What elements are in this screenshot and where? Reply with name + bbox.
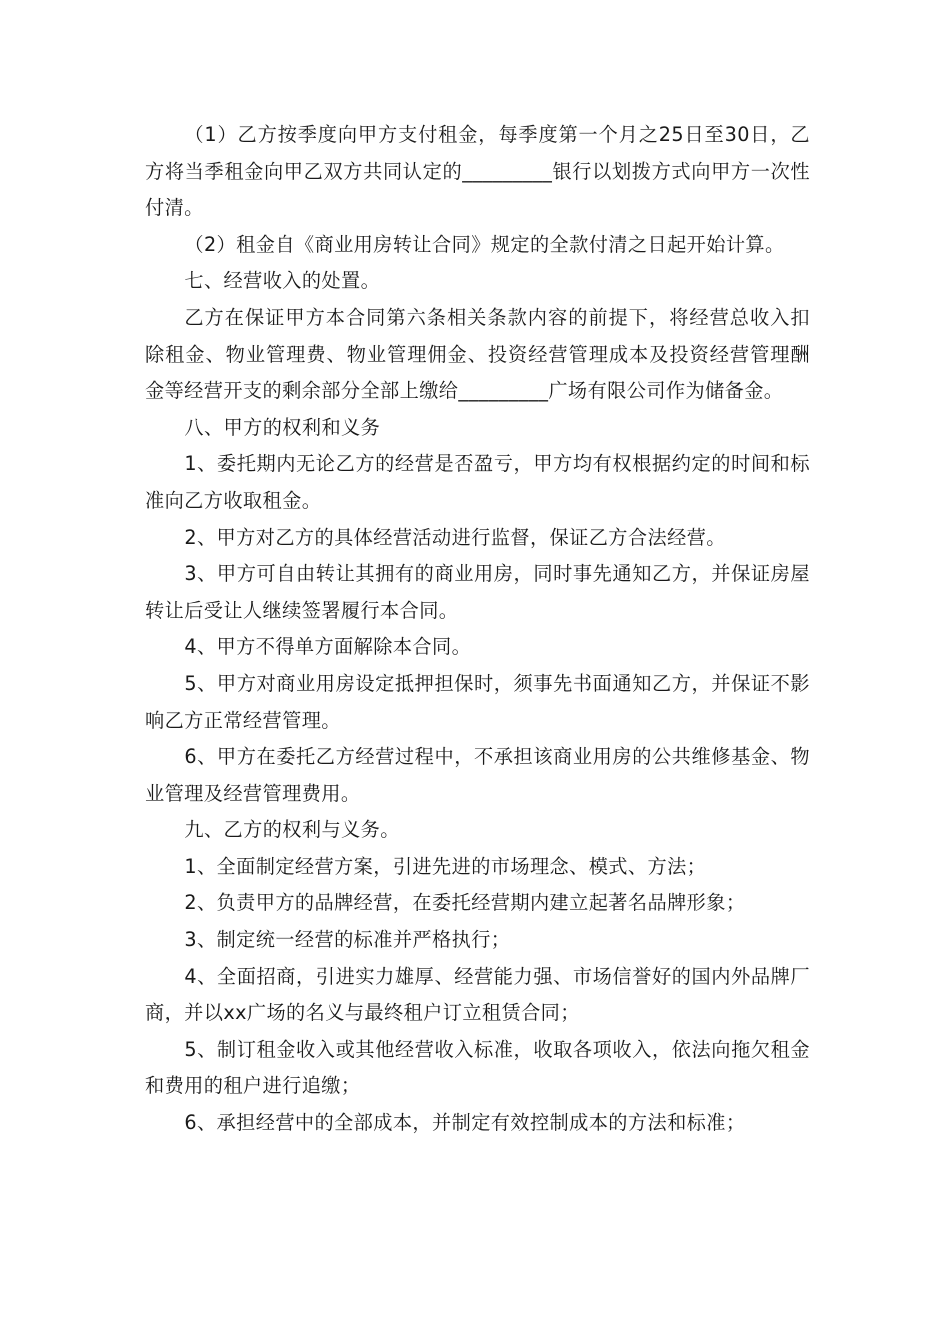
clause-party-b-1: 1、全面制定经营方案，引进先进的市场理念、模式、方法；	[184, 854, 707, 878]
section-heading-8: 八、甲方的权利和义务	[184, 415, 381, 439]
section-heading-7: 七、经营收入的处置。	[184, 269, 381, 293]
clause-party-a-6: 6、甲方在委托乙方经营过程中，不承担该商业用房的公共维修基金、物业管理及经营管理费用。	[145, 745, 810, 805]
document-body	[145, 117, 810, 1142]
clause-party-a-4: 4、甲方不得单方面解除本合同。	[184, 635, 472, 659]
section-heading-9: 九、乙方的权利与义务。	[184, 818, 400, 842]
clause-party-b-2: 2、负责甲方的品牌经营，在委托经营期内建立起著名品牌形象；	[184, 891, 746, 915]
clause-party-a-1: 1、委托期内无论乙方的经营是否盈亏，甲方均有权根据约定的时间和标准向乙方收取租金。	[145, 452, 810, 512]
paragraph-rent-payment-1: （1）乙方按季度向甲方支付租金，每季度第一个月之25日至30日，乙方将当季租金向甲乙双方共同认定的_________银行以划拨方式向甲方一次性付清。	[145, 123, 810, 220]
clause-party-b-4: 4、全面招商，引进实力雄厚、经营能力强、市场信誉好的国内外品牌厂商，并以xx广场的名义与最终租户订立租赁合同；	[145, 964, 810, 1025]
clause-party-b-3: 3、制定统一经营的标准并严格执行；	[184, 928, 511, 952]
clause-party-a-2: 2、甲方对乙方的具体经营活动进行监督，保证乙方合法经营。	[184, 525, 726, 549]
clause-party-b-6: 6、承担经营中的全部成本，并制定有效控制成本的方法和标准；	[184, 1111, 746, 1135]
clause-party-b-5: 5、制订租金收入或其他经营收入标准，收取各项收入，依法向拖欠租金和费用的租户进行追缴；	[145, 1037, 810, 1098]
paragraph-income-disposal: 乙方在保证甲方本合同第六条相关条款内容的前提下，将经营总收入扣除租金、物业管理费、物业管理佣金、投资经营管理成本及投资经营管理酬金等经营开支的剩余部分全部上缴给_________广场有限公司作为储备金。	[145, 305, 810, 403]
paragraph-rent-payment-2: （2）租金自《商业用房转让合同》规定的全款付清之日起开始计算。	[184, 232, 785, 256]
clause-party-a-3: 3、甲方可自由转让其拥有的商业用房，同时事先通知乙方，并保证房屋转让后受让人继续签署履行本合同。	[145, 562, 810, 622]
clause-party-a-5: 5、甲方对商业用房设定抵押担保时，须事先书面通知乙方，并保证不影响乙方正常经营管理。	[145, 671, 810, 732]
